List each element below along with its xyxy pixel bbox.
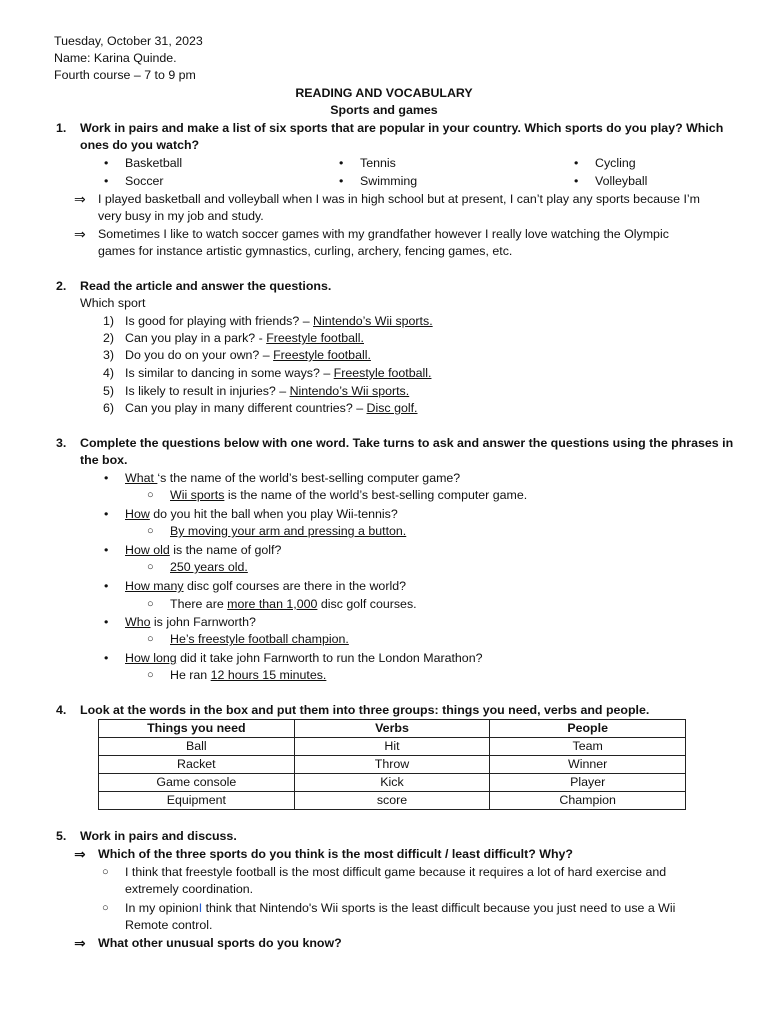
q3-question: How long did it take john Farnworth to run the London Marathon? (125, 651, 483, 665)
table-header-row (99, 720, 686, 738)
q3-question: What ‘s the name of the world’s best-selling computer game? (125, 471, 461, 485)
q3-answer: He ran 12 hours 15 minutes. (170, 668, 327, 682)
table-cell: Game console (99, 774, 295, 792)
table-header: Things you need (99, 720, 295, 738)
q3-answer: 250 years old. (170, 560, 248, 574)
q4-number: 4. (56, 703, 67, 717)
q2-item-number: 4) (103, 366, 115, 380)
circle-bullet-icon: ○ (147, 598, 154, 610)
q2-question: Is likely to result in injuries? – (125, 384, 290, 398)
table-row (99, 738, 686, 756)
table-row (99, 756, 686, 774)
q3-number: 3. (56, 436, 67, 450)
q1-line2: ones do you watch? (80, 138, 200, 152)
q3-question: How do you hit the ball when you play Wii-tennis? (125, 507, 398, 521)
bullet-icon (104, 542, 108, 559)
words-table (98, 719, 686, 810)
course: Fourth course – 7 to 9 pm (54, 68, 196, 82)
circle-bullet-icon: ○ (147, 525, 154, 537)
table-cell: Equipment (99, 792, 295, 810)
q1-answer1-line1: I played basketball and volleyball when I was in high school but at present, I can’t play any sports because I’m (98, 192, 700, 206)
q3-question: How old is the name of golf? (125, 543, 282, 557)
q5-answer2-line1: In my opinionI think that Nintendo's Wii sports is the least difficult because you just need to use a Wii (125, 901, 676, 915)
sport-item: Swimming (360, 174, 418, 188)
table-cell: Champion (490, 792, 686, 810)
circle-bullet-icon: ○ (102, 866, 109, 878)
arrow-icon: ⇒ (74, 935, 86, 951)
q2-item (125, 365, 431, 382)
q5-answer2-line2: Remote control. (125, 918, 213, 932)
bullet-icon (104, 578, 108, 595)
bullet-icon (104, 506, 108, 523)
table-cell: score (294, 792, 490, 810)
q3-line1: Complete the questions below with one word. Take turns to ask and answer the questions using the phrases in (80, 436, 734, 450)
q3-answer: He’s freestyle football champion. (170, 632, 349, 646)
table-cell: Racket (99, 756, 295, 774)
q2-answer: Freestyle football. (273, 348, 371, 362)
sport-item: Basketball (125, 156, 183, 170)
q2-item-number: 5) (103, 384, 115, 398)
q2-item (125, 330, 364, 347)
sport-item: Cycling (595, 156, 636, 170)
date: Tuesday, October 31, 2023 (54, 34, 203, 48)
q2-answer: Nintendo’s Wii sports. (313, 314, 433, 328)
q2-question: Is similar to dancing in some ways? – (125, 366, 334, 380)
table-header: People (490, 720, 686, 738)
table-header: Verbs (294, 720, 490, 738)
bullet-icon (574, 173, 578, 190)
q5-sub-question-2: What other unusual sports do you know? (98, 936, 342, 950)
q2-item-number: 3) (103, 348, 115, 362)
table-row (99, 792, 686, 810)
circle-bullet-icon: ○ (147, 561, 154, 573)
q3-answer: Wii sports is the name of the world’s best-selling computer game. (170, 488, 528, 502)
q3-question: How many disc golf courses are there in the world? (125, 579, 406, 593)
q3-answer: By moving your arm and pressing a button. (170, 524, 407, 538)
q2-item (125, 347, 371, 364)
q2-number: 2. (56, 279, 67, 293)
subtitle: Sports and games (330, 103, 438, 117)
table-cell: Throw (294, 756, 490, 774)
q5-answer1-line1: I think that freestyle football is the most difficult game because it requires a lot of hard exercise and (125, 865, 667, 879)
q2-intro: Which sport (80, 296, 146, 310)
arrow-icon: ⇒ (74, 191, 86, 207)
q2-answer: Freestyle football. (266, 331, 364, 345)
q2-item (125, 383, 409, 400)
bullet-icon (104, 173, 108, 190)
table-cell: Team (490, 738, 686, 756)
q2-instruction: Read the article and answer the questions. (80, 279, 332, 293)
bullet-icon (104, 155, 108, 172)
bullet-icon (104, 614, 108, 631)
q1-number: 1. (56, 121, 67, 135)
sport-item: Soccer (125, 174, 164, 188)
bullet-icon (339, 155, 343, 172)
q1-answer2-line1: Sometimes I like to watch soccer games with my grandfather however I really love watching the Olympic (98, 227, 669, 241)
q2-answer: Nintendo’s Wii sports. (289, 384, 410, 398)
q5-sub-question-1: Which of the three sports do you think is the most difficult / least difficult? Why? (98, 847, 573, 861)
q3-question: Who is john Farnworth? (125, 615, 256, 629)
q2-question: Is good for playing with friends? – (125, 314, 314, 328)
q2-answer: Freestyle football. (333, 366, 432, 380)
table-row (99, 774, 686, 792)
q1-line1: Work in pairs and make a list of six sports that are popular in your country. Which sports do you play? Which (80, 121, 724, 135)
q1-answer2-line2: games for instance artistic gymnastics, curling, archery, fencing games, etc. (98, 244, 513, 258)
sport-item: Volleyball (595, 174, 648, 188)
table-cell: Player (490, 774, 686, 792)
table-cell: Kick (294, 774, 490, 792)
title: READING AND VOCABULARY (295, 86, 473, 100)
circle-bullet-icon: ○ (147, 669, 154, 681)
q2-item (125, 400, 418, 417)
q2-item-number: 6) (103, 401, 115, 415)
circle-bullet-icon: ○ (147, 489, 154, 501)
q2-question: Can you play in a park? - (125, 331, 267, 345)
q2-item-number: 1) (103, 314, 115, 328)
q5-number: 5. (56, 829, 67, 843)
sport-item: Tennis (360, 156, 396, 170)
bullet-icon (339, 173, 343, 190)
table-cell: Hit (294, 738, 490, 756)
arrow-icon: ⇒ (74, 226, 86, 242)
arrow-icon: ⇒ (74, 846, 86, 862)
q2-question: Do you do on your own? – (125, 348, 274, 362)
student-name: Name: Karina Quinde. (54, 51, 177, 65)
q3-line2: the box. (80, 453, 128, 467)
circle-bullet-icon: ○ (102, 902, 109, 914)
q5-instruction: Work in pairs and discuss. (80, 829, 237, 843)
table-cell: Ball (99, 738, 295, 756)
bullet-icon (574, 155, 578, 172)
circle-bullet-icon: ○ (147, 633, 154, 645)
q4-instruction: Look at the words in the box and put them into three groups: things you need, verbs and people. (80, 703, 650, 717)
q2-answer: Disc golf. (366, 401, 418, 415)
q2-question: Can you play in many different countries? – (125, 401, 367, 415)
q2-item (125, 313, 433, 330)
q2-item-number: 2) (103, 331, 115, 345)
q1-answer1-line2: very busy in my job and study. (98, 209, 264, 223)
q3-answer: There are more than 1,000 disc golf courses. (170, 597, 417, 611)
q5-answer1-line2: extremely coordination. (125, 882, 254, 896)
table-cell: Winner (490, 756, 686, 774)
bullet-icon (104, 650, 108, 667)
bullet-icon (104, 470, 108, 487)
